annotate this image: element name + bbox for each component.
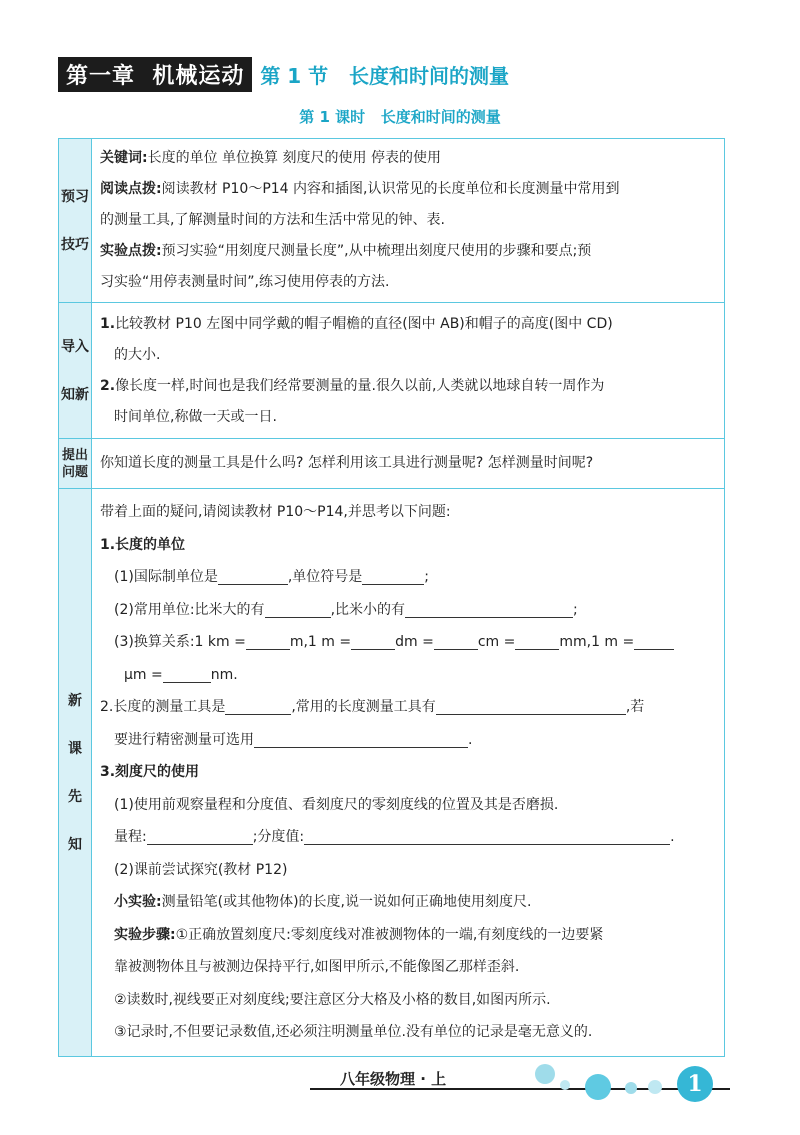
experiment-tip-line-2: 习实验“用停表测量时间”,练习使用停表的方法.: [100, 274, 390, 290]
footer-book-title: 八年级物理 · 上: [340, 1070, 447, 1088]
ruler-observe-line: (1)使用前观察量程和分度值、看刻度尺的零刻度线的位置及其是否磨损.: [114, 796, 559, 813]
newlesson-content: [92, 489, 725, 1057]
blank-smaller-units[interactable]: [405, 599, 573, 618]
question-text: 你知道长度的测量工具是什么吗? 怎样利用该工具进行测量呢? 怎样测量时间呢?: [100, 455, 594, 471]
reading-tip-line: 阅读点拨:阅读教材 P10～P14 内容和插图,认识常见的长度单位和长度测量中常用到: [100, 181, 620, 197]
blank-range[interactable]: [147, 826, 253, 845]
tools-line: 2.长度的测量工具是 ,常用的长度测量工具有 ,若: [100, 691, 718, 724]
preview-row: [59, 139, 725, 303]
intro-item-1-cont: 的大小.: [114, 346, 161, 363]
row-label-text: 导入: [61, 338, 89, 355]
steps-line-3: ②读数时,视线要正对刻度线;要注意区分大格及小格的数目,如图丙所示.: [114, 991, 551, 1008]
row-label-text: 预习: [61, 188, 89, 205]
blank-division-value[interactable]: [304, 826, 670, 845]
tools-line-2: 要进行精密测量可选用 .: [100, 724, 718, 757]
blank-m-um[interactable]: [634, 631, 674, 650]
steps-line-1: 实验步骤:①正确放置刻度尺:零刻度线对准被测物体的一端,有刻度线的一边要紧: [114, 926, 604, 943]
row-label-text: 技巧: [61, 236, 89, 253]
range-line: 量程: ;分度值: .: [100, 821, 718, 854]
footer-decor-dot: [585, 1074, 611, 1100]
blank-common-tools[interactable]: [436, 696, 626, 715]
blank-precise-tool[interactable]: [254, 729, 468, 748]
newlesson-intro: 带着上面的疑问,请阅读教材 P10～P14,并思考以下问题:: [100, 504, 451, 521]
keywords-line: 关键词:长度的单位 单位换算 刻度尺的使用 停表的使用: [100, 150, 441, 166]
blank-m-cm[interactable]: [434, 631, 478, 650]
blank-unit-symbol[interactable]: [362, 566, 424, 585]
intro-item-2-cont: 时间单位,称做一天或一日.: [114, 408, 277, 425]
newlesson-row: [59, 489, 725, 1057]
common-unit-line: (2)常用单位:比米大的有 ,比米小的有 ;: [100, 594, 718, 627]
blank-m-dm[interactable]: [351, 631, 395, 650]
si-unit-line: (1)国际制单位是 ,单位符号是 ;: [100, 561, 718, 594]
intro-item-1: 1.比较教材 P10 左图中同学戴的帽子帽檐的直径(图中 AB)和帽子的高度(图中 CD): [100, 315, 613, 332]
blank-si-unit[interactable]: [218, 566, 288, 585]
footer-decor-dot: [535, 1064, 555, 1084]
chapter-header: [58, 58, 509, 90]
blank-km-m[interactable]: [246, 631, 290, 650]
row-label-text: 知: [68, 836, 82, 853]
conversion-line-2: μm = nm.: [100, 659, 718, 692]
intro-item-2: 2.像长度一样,时间也是我们经常要测量的量.很久以前,人类就以地球自转一周作为: [100, 377, 605, 394]
row-label-text: 先: [68, 788, 82, 805]
lesson-title: 第 1 课时 长度和时间的测量: [299, 108, 501, 126]
chapter-title: 第一章 机械运动: [58, 57, 252, 92]
blank-tool[interactable]: [225, 696, 291, 715]
conversion-line: (3)换算关系:1 km = m,1 m = dm = cm = mm,1 m =: [100, 626, 718, 659]
row-label-text: 问题: [61, 464, 88, 480]
units-title: 1.长度的单位: [100, 536, 186, 553]
ruler-title: 3.刻度尺的使用: [100, 764, 200, 781]
row-label-intro: [59, 303, 92, 439]
row-label-text: 新: [68, 692, 82, 709]
row-label-preview: [59, 139, 92, 303]
blank-larger-units[interactable]: [265, 599, 331, 618]
question-row: [59, 439, 725, 489]
row-label-question: [59, 439, 92, 489]
row-label-text: 知新: [61, 386, 89, 403]
blank-m-mm[interactable]: [515, 631, 559, 650]
row-label-text: 提出: [61, 447, 88, 463]
steps-line-2: 靠被测物体且与被测边保持平行,如图甲所示,不能像图乙那样歪斜.: [114, 959, 520, 976]
footer-decor-dot: [625, 1082, 637, 1094]
intro-row: [59, 303, 725, 439]
footer-decor-dot: [648, 1080, 662, 1094]
steps-line-4: ③记录时,不但要记录数值,还必须注明测量单位.没有单位的记录是毫无意义的.: [114, 1024, 593, 1041]
question-content: [92, 439, 725, 489]
intro-content: [92, 303, 725, 439]
pre-class-explore-line: (2)课前尝试探究(教材 P12): [114, 861, 288, 878]
blank-um-nm[interactable]: [163, 664, 211, 683]
footer-rule: [310, 1088, 730, 1090]
row-label-newlesson: [59, 489, 92, 1057]
mini-experiment-line: 小实验:测量铅笔(或其他物体)的长度,说一说如何正确地使用刻度尺.: [114, 894, 532, 911]
preview-content: [92, 139, 725, 303]
footer-decor-dot: [560, 1080, 570, 1090]
experiment-tip-line: 实验点拨:预习实验“用刻度尺测量长度”,从中梳理出刻度尺使用的步骤和要点;预: [100, 243, 592, 259]
page-number: 1: [677, 1066, 713, 1102]
section-title: 第 1 节 长度和时间的测量: [260, 63, 510, 88]
reading-tip-line-2: 的测量工具,了解测量时间的方法和生活中常见的钟、表.: [100, 212, 445, 228]
row-label-text: 课: [68, 740, 82, 757]
lesson-table: [58, 138, 725, 1057]
